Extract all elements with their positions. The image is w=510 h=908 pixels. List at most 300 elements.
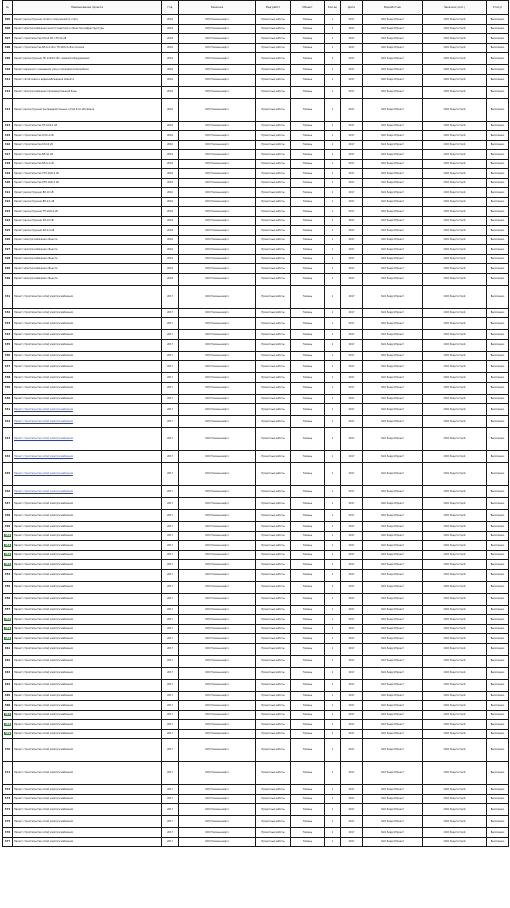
- cell-cust: [179, 207, 256, 217]
- cell-text: ЗАО ЭнергоПроект: [381, 703, 404, 707]
- cell-year: [162, 15, 179, 25]
- cell-date: [341, 226, 363, 236]
- table-row[interactable]: [3, 373, 509, 383]
- cell-text: 2017: [348, 489, 355, 493]
- cell-cust: [179, 197, 256, 207]
- table-row[interactable]: [3, 679, 509, 691]
- cell-st: [487, 569, 509, 581]
- cell-text: 2017: [348, 659, 355, 663]
- table-row[interactable]: [3, 34, 509, 44]
- table-row[interactable]: [3, 804, 509, 816]
- table-row[interactable]: [3, 188, 509, 198]
- cell-text: 2017: [348, 257, 355, 261]
- cell-text: ООО Тюменьэнерго: [205, 830, 229, 834]
- cell-n: [3, 828, 13, 838]
- cell-cust: [179, 615, 256, 625]
- table-row[interactable]: [3, 828, 509, 838]
- cell-text: Тюмень: [302, 840, 313, 844]
- cell-text: Выполнено: [490, 553, 505, 557]
- cell-text: ООО Энергострой: [443, 419, 466, 423]
- cell-year: [162, 615, 179, 625]
- cell-n: [3, 273, 13, 285]
- cell-name: [13, 710, 162, 720]
- cell-date: [341, 131, 363, 141]
- cell-text: Проект строительства сетей электроснабжения: [14, 819, 73, 823]
- cell-text: ООО Тюменьэнерго: [205, 219, 229, 223]
- table-row[interactable]: [3, 86, 509, 98]
- cell-text: 2017: [348, 501, 355, 505]
- cell-st: [487, 804, 509, 816]
- cell-date: [341, 382, 363, 394]
- table-row[interactable]: [3, 74, 509, 86]
- cell-text: ЗАО ЭнергоПроект: [381, 722, 404, 726]
- cell-qty: [325, 531, 341, 541]
- table-row[interactable]: [3, 634, 509, 644]
- table-row[interactable]: [3, 569, 509, 581]
- cell-kind: [256, 804, 291, 816]
- cell-obj: [291, 235, 325, 245]
- table-row[interactable]: [3, 318, 509, 330]
- cell-text[interactable]: Проект строительства сетей электроснабжения: [14, 407, 73, 411]
- cell-text: Выполнено: [490, 321, 505, 325]
- cell-org: [423, 254, 487, 264]
- table-row[interactable]: [3, 264, 509, 274]
- table-row[interactable]: [3, 816, 509, 828]
- cell-obj: [291, 131, 325, 141]
- cell-text[interactable]: Проект строительства сетей электроснабжения: [14, 437, 73, 441]
- table-row[interactable]: [3, 605, 509, 615]
- cell-dev: [363, 828, 423, 838]
- cell-org: [423, 828, 487, 838]
- table-row[interactable]: [3, 254, 509, 264]
- cell-year: [162, 339, 179, 351]
- cell-text: ЗАО ЭнергоПроект: [381, 190, 404, 194]
- table-row[interactable]: [3, 43, 509, 53]
- cell-text: ЗАО ЭнергоПроект: [381, 238, 404, 242]
- cell-kind: [256, 522, 291, 532]
- table-row[interactable]: [3, 739, 509, 762]
- cell-dev: [363, 159, 423, 169]
- cell-st: [487, 560, 509, 570]
- cell-text: ООО Тюменьэнерго: [205, 807, 229, 811]
- column-header[interactable]: Заказчик (исп.): [423, 1, 487, 15]
- table-row[interactable]: [3, 207, 509, 217]
- table-row[interactable]: [3, 522, 509, 532]
- cell-n: [3, 667, 13, 679]
- cell-text[interactable]: Проект строительства сетей электроснабжения: [14, 489, 73, 493]
- table-row[interactable]: [3, 361, 509, 373]
- cell-obj: [291, 43, 325, 53]
- cell-qty: [325, 273, 341, 285]
- table-row[interactable]: [3, 451, 509, 463]
- table-row[interactable]: [3, 762, 509, 785]
- cell-text: 2017: [348, 27, 355, 31]
- cell-text: Проект строительства сетей электроснабжения: [14, 771, 73, 775]
- cell-date: [341, 235, 363, 245]
- cell-text: ООО Энергострой: [443, 107, 466, 111]
- cell-st: [487, 339, 509, 351]
- table-row[interactable]: [3, 245, 509, 255]
- cell-text: Выполнено: [490, 90, 505, 94]
- table-row[interactable]: [3, 486, 509, 498]
- cell-text: 2016: [167, 46, 173, 50]
- cell-org: [423, 510, 487, 522]
- cell-cust: [179, 794, 256, 804]
- cell-qty: [325, 739, 341, 762]
- table-row[interactable]: [3, 510, 509, 522]
- table-row[interactable]: [3, 330, 509, 340]
- table-row[interactable]: [3, 404, 509, 416]
- cell-text: 1: [331, 722, 334, 726]
- cell-qty: [325, 43, 341, 53]
- cell-st: [487, 235, 509, 245]
- table-row[interactable]: [3, 701, 509, 711]
- cell-text: ЗАО ЭнергоПроект: [381, 266, 404, 270]
- column-header[interactable]: Наименование проекта: [13, 1, 162, 15]
- cell-name: [13, 351, 162, 361]
- cell-name: [13, 581, 162, 593]
- cell-name: [13, 522, 162, 532]
- cell-dev: [363, 720, 423, 730]
- cell-text: ООО Энергострой: [443, 209, 466, 213]
- table-row[interactable]: [3, 150, 509, 160]
- cell-kind: [256, 65, 291, 75]
- table-row[interactable]: [3, 159, 509, 169]
- cell-org: [423, 541, 487, 551]
- cell-text: ООО Энергострой: [443, 454, 466, 458]
- column-header[interactable]: Разработчик: [363, 1, 423, 15]
- cell-text: 2017: [348, 219, 355, 223]
- table-row[interactable]: [3, 197, 509, 207]
- cell-text: Проект строительства сетей электроснабжения: [14, 694, 73, 698]
- table-header: [3, 1, 509, 15]
- table-row[interactable]: [3, 285, 509, 308]
- cell-text: ЗАО ЭнергоПроект: [381, 573, 404, 577]
- cell-obj: [291, 785, 325, 795]
- cell-st: [487, 667, 509, 679]
- cell-text: Проектные работы: [261, 437, 285, 441]
- table-row[interactable]: [3, 560, 509, 570]
- cell-text: ООО Энергострой: [443, 732, 466, 736]
- cell-dev: [363, 254, 423, 264]
- cell-text: 1: [331, 797, 334, 801]
- cell-date: [341, 510, 363, 522]
- cell-text: 2017: [167, 659, 173, 663]
- table-row[interactable]: [3, 382, 509, 394]
- cell-text: 1: [331, 437, 334, 441]
- cell-text: Выполнено: [490, 219, 505, 223]
- cell-cust: [179, 581, 256, 593]
- cell-text: ЗАО ЭнергоПроект: [381, 124, 404, 128]
- column-header[interactable]: Кол-во: [325, 1, 341, 15]
- table-row[interactable]: [3, 593, 509, 605]
- cell-obj: [291, 86, 325, 98]
- table-row[interactable]: [3, 416, 509, 428]
- table-row[interactable]: [3, 691, 509, 701]
- table-row[interactable]: [3, 729, 509, 739]
- cell-text: Выполнено: [490, 36, 505, 40]
- table-row[interactable]: [3, 655, 509, 667]
- cell-text: ЗАО ЭнергоПроект: [381, 636, 404, 640]
- column-header[interactable]: Статус: [487, 1, 509, 15]
- cell-text: Проектные работы: [261, 27, 285, 31]
- cell-text: 2017: [348, 56, 355, 60]
- table-row[interactable]: [3, 65, 509, 75]
- row-number: 347: [4, 501, 11, 505]
- cell-text: Выполнено: [490, 133, 505, 137]
- table-row[interactable]: [3, 615, 509, 625]
- column-header[interactable]: Год: [162, 1, 179, 15]
- cell-qty: [325, 373, 341, 383]
- table-row[interactable]: [3, 550, 509, 560]
- table-row[interactable]: [3, 428, 509, 451]
- cell-n: [3, 373, 13, 383]
- cell-kind: [256, 178, 291, 188]
- cell-text: ООО Энергострой: [443, 407, 466, 411]
- cell-text[interactable]: Проект строительства сетей электроснабжения: [14, 419, 73, 423]
- cell-year: [162, 486, 179, 498]
- cell-name: [13, 416, 162, 428]
- table-row[interactable]: [3, 15, 509, 25]
- cell-text: Проект строительства сетей электроснабжения: [14, 311, 73, 315]
- cell-name: [13, 235, 162, 245]
- cell-text: Проект электроснабжения объекта: [14, 238, 58, 242]
- row-number: 311: [4, 78, 11, 82]
- cell-kind: [256, 416, 291, 428]
- cell-text: 1: [331, 46, 334, 50]
- cell-text: 2017: [348, 437, 355, 441]
- table-row[interactable]: [3, 24, 509, 34]
- table-row[interactable]: [3, 720, 509, 730]
- cell-text: ООО Энергострой: [443, 364, 466, 368]
- cell-text: 2017: [167, 703, 173, 707]
- cell-name: [13, 264, 162, 274]
- cell-text: 2017: [348, 294, 355, 298]
- table-row[interactable]: [3, 785, 509, 795]
- cell-text: ЗАО ЭнергоПроект: [381, 608, 404, 612]
- cell-text: ЗАО ЭнергоПроект: [381, 489, 404, 493]
- cell-text: ООО Энергострой: [443, 36, 466, 40]
- table-row[interactable]: [3, 131, 509, 141]
- cell-text: ЗАО ЭнергоПроект: [381, 171, 404, 175]
- cell-text: 2017: [348, 627, 355, 631]
- cell-text: Выполнено: [490, 489, 505, 493]
- cell-text: Проектные работы: [261, 238, 285, 242]
- cell-text: Проект строительства сетей электроснабжения: [14, 671, 73, 675]
- cell-text: Проектные работы: [261, 17, 285, 21]
- column-header[interactable]: Вид работ: [256, 1, 291, 15]
- table-row[interactable]: [3, 140, 509, 150]
- cell-st: [487, 53, 509, 65]
- table-row[interactable]: [3, 351, 509, 361]
- table-row[interactable]: [3, 235, 509, 245]
- table-row[interactable]: [3, 667, 509, 679]
- table-row[interactable]: [3, 178, 509, 188]
- cell-text: ООО Тюменьэнерго: [205, 722, 229, 726]
- table-row[interactable]: [3, 643, 509, 655]
- cell-text: 2017: [348, 90, 355, 94]
- cell-st: [487, 701, 509, 711]
- column-header[interactable]: Заказчик: [179, 1, 256, 15]
- cell-kind: [256, 581, 291, 593]
- cell-name: [13, 785, 162, 795]
- cell-text: ЗАО ЭнергоПроект: [381, 617, 404, 621]
- cell-text: Проектные работы: [261, 722, 285, 726]
- cell-dev: [363, 550, 423, 560]
- table-row[interactable]: [3, 541, 509, 551]
- cell-text[interactable]: Проект строительства сетей электроснабжения: [14, 472, 73, 476]
- cell-text: ООО Энергострой: [443, 219, 466, 223]
- column-header[interactable]: Дата: [341, 1, 363, 15]
- cell-text: 2017: [167, 501, 173, 505]
- cell-text: ООО Тюменьэнерго: [205, 562, 229, 566]
- cell-org: [423, 729, 487, 739]
- cell-text: Проектные работы: [261, 162, 285, 166]
- cell-text: ООО Тюменьэнерго: [205, 501, 229, 505]
- cell-text: 2017: [348, 683, 355, 687]
- table-row[interactable]: [3, 169, 509, 179]
- row-number: 352: [5, 553, 11, 557]
- table-row[interactable]: [3, 53, 509, 65]
- table-row[interactable]: [3, 394, 509, 404]
- cell-text: 2017: [348, 671, 355, 675]
- cell-text: Проектные работы: [261, 636, 285, 640]
- table-row[interactable]: [3, 710, 509, 720]
- cell-text: Проектные работы: [261, 489, 285, 493]
- cell-text: ООО Тюменьэнерго: [205, 819, 229, 823]
- cell-qty: [325, 53, 341, 65]
- cell-text: 2017: [348, 797, 355, 801]
- cell-text: Проектные работы: [261, 364, 285, 368]
- table-row[interactable]: [3, 581, 509, 593]
- table-row[interactable]: [3, 308, 509, 318]
- cell-st: [487, 541, 509, 551]
- cell-obj: [291, 710, 325, 720]
- cell-text: Проектные работы: [261, 573, 285, 577]
- table-row[interactable]: [3, 624, 509, 634]
- cell-year: [162, 24, 179, 34]
- cell-dev: [363, 794, 423, 804]
- cell-text: Выполнено: [490, 294, 505, 298]
- cell-text: Проект строительства сетей электроснабжения: [14, 562, 73, 566]
- cell-text: Проектные работы: [261, 627, 285, 631]
- table-row[interactable]: [3, 339, 509, 351]
- cell-text: 1: [331, 472, 334, 476]
- cell-text: Тюмень: [302, 573, 313, 577]
- cell-org: [423, 593, 487, 605]
- cell-text: 2017: [348, 732, 355, 736]
- cell-text: 2016: [167, 56, 173, 60]
- cell-text: 1: [331, 190, 334, 194]
- row-number: 339: [4, 386, 11, 390]
- cell-date: [341, 428, 363, 451]
- cell-qty: [325, 86, 341, 98]
- cell-text: ООО Энергострой: [443, 683, 466, 687]
- row-number: 321: [4, 190, 11, 194]
- cell-name: [13, 828, 162, 838]
- cell-text: 2017: [167, 627, 173, 631]
- cell-text: ООО Тюменьэнерго: [205, 90, 229, 94]
- cell-text: ООО Энергострой: [443, 534, 466, 538]
- cell-text: Тюмень: [302, 748, 313, 752]
- cell-st: [487, 550, 509, 560]
- cell-text: ЗАО ЭнергоПроект: [381, 107, 404, 111]
- cell-obj: [291, 53, 325, 65]
- cell-date: [341, 254, 363, 264]
- cell-org: [423, 53, 487, 65]
- cell-name: [13, 569, 162, 581]
- cell-dev: [363, 569, 423, 581]
- cell-text: Проектные работы: [261, 386, 285, 390]
- cell-st: [487, 785, 509, 795]
- cell-text: Проектные работы: [261, 617, 285, 621]
- table-row[interactable]: [3, 498, 509, 510]
- column-header[interactable]: №: [3, 1, 13, 15]
- cell-qty: [325, 510, 341, 522]
- cell-text: 2017: [167, 454, 173, 458]
- cell-name: [13, 318, 162, 330]
- table-row[interactable]: [3, 794, 509, 804]
- row-number: 340: [4, 397, 11, 401]
- cell-obj: [291, 541, 325, 551]
- cell-text: 1: [331, 671, 334, 675]
- cell-text: Проектные работы: [261, 524, 285, 528]
- cell-date: [341, 451, 363, 463]
- cell-text: Выполнено: [490, 311, 505, 315]
- cell-dev: [363, 65, 423, 75]
- cell-year: [162, 679, 179, 691]
- table-row[interactable]: [3, 463, 509, 486]
- cell-year: [162, 197, 179, 207]
- table-row[interactable]: [3, 226, 509, 236]
- table-row[interactable]: [3, 531, 509, 541]
- cell-date: [341, 318, 363, 330]
- table-row[interactable]: [3, 837, 509, 847]
- cell-text: 2017: [348, 617, 355, 621]
- cell-text[interactable]: Проект строительства сетей электроснабжения: [14, 454, 73, 458]
- cell-kind: [256, 550, 291, 560]
- cell-qty: [325, 655, 341, 667]
- cell-text: Проектные работы: [261, 771, 285, 775]
- cell-n: [3, 226, 13, 236]
- cell-text: Проектные работы: [261, 181, 285, 185]
- cell-text: Выполнено: [490, 830, 505, 834]
- table-row[interactable]: [3, 98, 509, 121]
- cell-text: 1: [331, 419, 334, 423]
- table-row[interactable]: [3, 121, 509, 131]
- table-row[interactable]: [3, 273, 509, 285]
- cell-kind: [256, 159, 291, 169]
- cell-text: ЗАО ЭнергоПроект: [381, 209, 404, 213]
- cell-text: Проектные работы: [261, 840, 285, 844]
- table-row[interactable]: [3, 216, 509, 226]
- cell-date: [341, 188, 363, 198]
- cell-text: ООО Тюменьэнерго: [205, 524, 229, 528]
- cell-text: Выполнено: [490, 513, 505, 517]
- cell-cust: [179, 667, 256, 679]
- cell-text: Проектные работы: [261, 200, 285, 204]
- cell-text: 2017: [348, 573, 355, 577]
- cell-st: [487, 522, 509, 532]
- cell-text: 1: [331, 238, 334, 242]
- row-number: 349: [4, 524, 11, 528]
- cell-date: [341, 65, 363, 75]
- row-number: 365: [4, 694, 11, 698]
- cell-text: Проект наружного освещения улиц и проездов микрорайона: [14, 67, 89, 71]
- cell-text: 1: [331, 247, 334, 251]
- cell-year: [162, 65, 179, 75]
- column-header[interactable]: Объект: [291, 1, 325, 15]
